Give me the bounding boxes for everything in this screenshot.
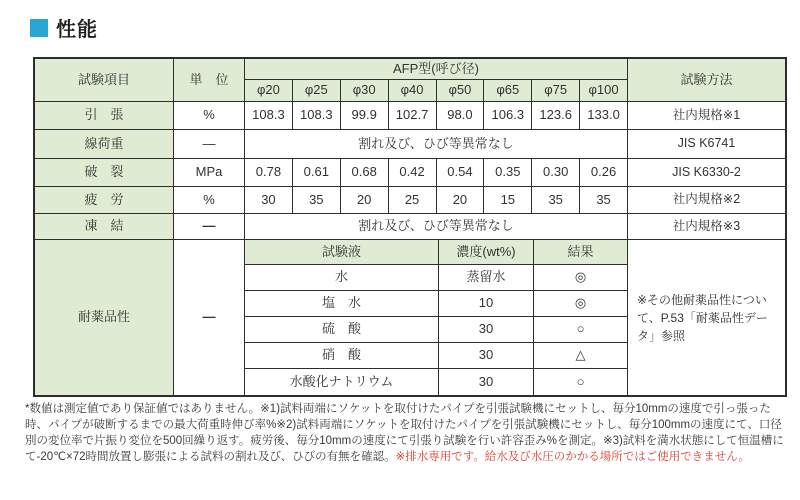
chem-liquid-cell: 硫 酸 — [245, 317, 439, 343]
chem-liquid-header: 試験液 — [245, 240, 439, 265]
span-result-cell: 割れ及び、ひび等異常なし — [245, 130, 628, 159]
value-cell: 15 — [484, 187, 532, 214]
value-cell: 98.0 — [437, 102, 485, 130]
diameter-header: φ100 — [580, 80, 628, 102]
col-header-item: 試験項目 — [35, 59, 174, 102]
row-label: 凍 結 — [35, 214, 174, 240]
method-cell: JIS K6330-2 — [628, 159, 785, 187]
row-label: 疲 労 — [35, 187, 174, 214]
value-cell: 102.7 — [389, 102, 437, 130]
method-cell: 社内規格※3 — [628, 214, 785, 240]
value-cell: 0.35 — [484, 159, 532, 187]
col-header-afp: AFP型(呼び径) — [245, 59, 628, 80]
value-cell: 25 — [389, 187, 437, 214]
method-cell: JIS K6741 — [628, 130, 785, 159]
diameter-header: φ50 — [437, 80, 485, 102]
row-label: 線荷重 — [35, 130, 174, 159]
chem-liquid-cell: 水酸化ナトリウム — [245, 369, 439, 395]
chem-liquid-cell: 塩 水 — [245, 291, 439, 317]
chem-result-cell: △ — [534, 343, 627, 369]
unit-cell: — — [174, 214, 245, 240]
chem-note-cell: ※その他耐薬品性について、P.53「耐薬品性データ」参照 — [637, 292, 768, 343]
span-result-cell: 割れ及び、ひび等異常なし — [245, 214, 628, 240]
chem-concentration-cell: 30 — [439, 317, 534, 343]
footnote — [25, 401, 791, 465]
unit-cell: MPa — [174, 159, 245, 187]
value-cell: 108.3 — [293, 102, 341, 130]
value-cell: 0.68 — [341, 159, 389, 187]
chem-result-cell: ○ — [534, 317, 627, 343]
value-cell: 0.61 — [293, 159, 341, 187]
row-label: 破 裂 — [35, 159, 174, 187]
diameter-header: φ30 — [341, 80, 389, 102]
chemical-subtable — [245, 240, 628, 395]
chem-concentration-cell: 30 — [439, 343, 534, 369]
section-title-text: 性能 — [56, 19, 98, 41]
value-cell: 106.3 — [484, 102, 532, 130]
chem-result-cell: ○ — [576, 373, 585, 389]
chem-result-cell: ◎ — [534, 265, 627, 291]
unit-cell: — — [174, 130, 245, 159]
value-cell: 108.3 — [245, 102, 293, 130]
chem-concentration-cell: 10 — [439, 291, 534, 317]
col-header-unit: 単 位 — [174, 59, 245, 102]
diameter-header: φ75 — [532, 80, 580, 102]
method-cell: 社内規格※1 — [628, 102, 785, 130]
value-cell: 0.42 — [389, 159, 437, 187]
value-cell: 0.54 — [437, 159, 485, 187]
performance-table — [33, 57, 787, 397]
value-cell: 35 — [580, 187, 628, 214]
chem-concentration-header: 濃度(wt%) — [439, 240, 534, 265]
footnote-main-text: *数値は測定値であり保証値ではありません。※1)試料両端にソケットを取付けたパイプを引張試験機にセットし、毎分10mmの速度で引っ張った時、パイプが破断するまでの最大荷重時伸び率%※2)試料両端にソケットを取付けたパイプを引張試験機にセットし、毎分100mmの速度にて、口径別の変位率で片振り変位を500回繰り返す。疲労後、毎分10mmの速度にて引張り試験を行い許容歪み%を測定。※3)試料を満水状態にして恒温槽にて-20℃×72時間放置し膨張による試料の割れ及び、ひびの有無を確認。 — [25, 403, 784, 463]
chem-liquid-cell: 水 — [245, 265, 439, 291]
value-cell: 99.9 — [341, 102, 389, 130]
value-cell: 0.78 — [245, 159, 293, 187]
chem-result-cell: ◎ — [534, 291, 627, 317]
diameter-header: φ65 — [484, 80, 532, 102]
diameter-header: φ25 — [293, 80, 341, 102]
value-cell: 35 — [293, 187, 341, 214]
value-cell: 123.6 — [532, 102, 580, 130]
method-cell: 社内規格※2 — [628, 187, 785, 214]
diameter-header: φ20 — [245, 80, 293, 102]
footnote-warning-text: ※排水専用です。給水及び水圧のかかる場所ではご使用できません。 — [395, 451, 750, 463]
value-cell: 30 — [245, 187, 293, 214]
col-header-method: 試験方法 — [628, 59, 785, 102]
chem-liquid-cell: 硝 酸 — [245, 343, 439, 369]
value-cell: 20 — [341, 187, 389, 214]
value-cell: 0.26 — [580, 159, 628, 187]
row-label: 耐薬品性 — [35, 240, 174, 395]
chem-result-header: 結果 — [534, 240, 627, 265]
unit-cell: % — [174, 102, 245, 130]
value-cell: 35 — [532, 187, 580, 214]
diameter-header: φ40 — [389, 80, 437, 102]
unit-cell: % — [174, 187, 245, 214]
section-marker-icon — [30, 19, 48, 37]
value-cell: 20 — [437, 187, 485, 214]
chem-concentration-cell: 30 — [439, 369, 534, 395]
chem-concentration-cell: 蒸留水 — [439, 265, 534, 291]
row-label: 引 張 — [35, 102, 174, 130]
value-cell: 0.30 — [532, 159, 580, 187]
section-title — [30, 13, 98, 42]
value-cell: 133.0 — [580, 102, 628, 130]
unit-cell: — — [174, 240, 245, 395]
